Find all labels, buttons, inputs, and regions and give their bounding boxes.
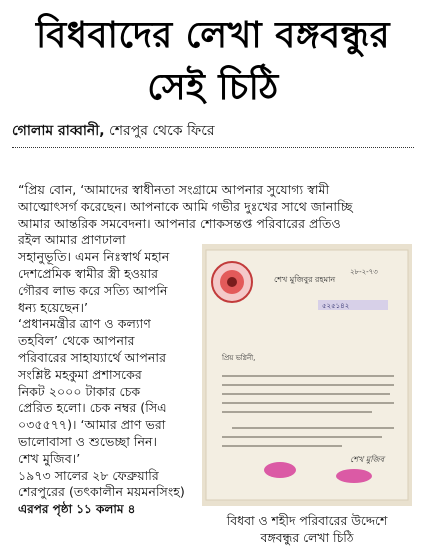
article-line: আমার আন্তরিক সমবেদনা। আপনার শোকসন্তপ্ত পরিবারের প্রতিও	[18, 215, 341, 231]
letter-salutation: প্রিয় ভগ্নিনী,	[222, 354, 256, 362]
article-line: সংশ্লিষ্ট মহকুমা প্রশাসকের	[18, 366, 142, 382]
byline	[12, 122, 412, 140]
headline	[0, 10, 426, 114]
letterhead-text: শেখ মুজিবুর রহমান	[274, 275, 336, 284]
photo-caption	[202, 512, 412, 546]
headline-line-2: সেই চিঠি	[147, 67, 279, 108]
article-line: নিকট ২০০০ টাকার চেক	[18, 383, 141, 399]
article-line: সহানুভূতি। এমন নিঃস্বার্থ মহান	[18, 249, 170, 265]
letter-photo	[202, 244, 412, 506]
article-line: শেখ মুজিব।’	[18, 450, 81, 466]
article-line: পরিবারের সাহায্যার্থে আপনার	[18, 349, 167, 365]
headline-line-1: বিধবাদের লেখা বঙ্গবন্ধুর	[35, 15, 390, 56]
byline-author: গোলাম রাব্বানী,	[12, 123, 105, 139]
article-line: ০৩৫৫৭৭)। ‘আমার প্রাণ ভরা	[18, 417, 166, 433]
caption-line-2: বঙ্গবন্ধুর লেখা চিঠি	[260, 530, 354, 545]
article-line: তহবিল’ থেকে আপনার	[18, 333, 135, 349]
seal-icon	[212, 262, 252, 302]
continuation-note: এরপর পৃষ্ঠা ১১ কলাম ৪	[18, 502, 136, 517]
letter-signature: শেখ মুজিব	[350, 455, 385, 464]
article-line: প্রেরিত হলো। চেক নম্বর (সিএ	[18, 400, 167, 416]
article-line: দেশপ্রেমিক স্বামীর স্ত্রী হওয়ার	[18, 265, 159, 281]
article-line: “প্রিয় বোন, ‘আমাদের স্বাধীনতা সংগ্রামে আপনার সুযোগ্য স্বামী	[18, 182, 330, 197]
article-line: আত্মোৎসর্গ করেছেন। আপনাকে আমি গভীর দুঃখের সাথে জানাচ্ছি	[18, 198, 353, 214]
article-line: ধন্য হয়েছেন।’	[18, 299, 89, 315]
byline-location: শেরপুর থেকে ফিরে	[104, 123, 215, 139]
caption-line-1: বিধবা ও শহীদ পরিবারের উদ্দেশে	[226, 513, 388, 528]
article-line: গৌরব লাভ করে সত্যি আপনি	[18, 282, 168, 298]
letter-image	[202, 244, 412, 506]
article-line: ১৯৭৩ সালের ২৮ ফেব্রুয়ারি	[18, 467, 159, 483]
letter-reference: ৫২৫১৪২	[322, 302, 350, 310]
article-line: রইল আমার প্রাণঢালা	[18, 232, 126, 248]
article-line: ভালোবাসা ও শুভেচ্ছা নিন।	[18, 433, 158, 449]
letter-date: ২৮-২-৭৩	[350, 268, 378, 276]
article-line: ‘প্রধানমন্ত্রীর ত্রাণ ও কল্যাণ	[18, 316, 151, 332]
article-line: শেরপুরের (তৎকালীন ময়মনসিংহ)	[18, 484, 185, 500]
byline-divider	[12, 147, 414, 148]
